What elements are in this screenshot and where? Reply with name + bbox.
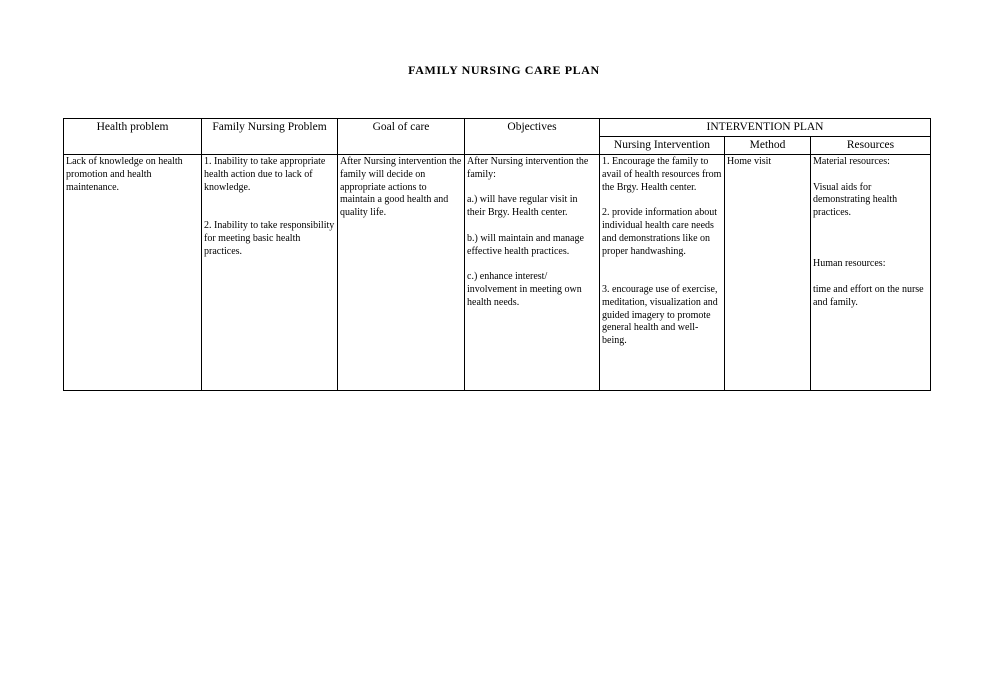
family-problem-1: 1. Inability to take appropriate health action due to lack of knowledge. [204,156,326,193]
material-resources-value: Visual aids for demonstrating health practices. [813,181,898,219]
header-nursing-intervention: Nursing Intervention [600,137,725,155]
human-resources-label: Human resources: [813,258,886,270]
cell-goal-of-care [338,155,465,391]
objective-item-b: b.) will maintain and manage effective health practices. [467,232,584,257]
header-health-problem: Health problem [64,119,202,155]
cell-family-nursing-problem [202,155,338,391]
table-row [64,155,931,391]
header-method: Method [725,137,811,155]
cell-objectives [465,155,600,391]
goal-of-care-text: After Nursing intervention the family will decide on appropriate actions to maintain a good health and quality life. [340,156,462,219]
header-family-nursing-problem: Family Nursing Problem [202,119,338,155]
intervention-item-2: 2. provide information about individual health care needs and demonstrations like on proper handwashing. [602,207,717,257]
page-title: FAMILY NURSING CARE PLAN [408,63,600,77]
material-resources-label: Material resources: [813,156,890,167]
method-text: Home visit [727,156,772,167]
care-plan-table [63,118,931,391]
cell-method [725,155,811,391]
health-problem-text: Lack of knowledge on health promotion and health maintenance. [66,156,183,193]
objectives-intro: After Nursing intervention the family: [467,156,589,180]
objective-item-c: c.) enhance interest/ involvement in meeting own health needs. [467,271,582,308]
cell-nursing-intervention [600,155,725,391]
header-intervention-plan: INTERVENTION PLAN [600,119,931,137]
cell-health-problem [64,155,202,391]
family-problem-2: 2. Inability to take responsibility for meeting basic health practices. [204,219,335,257]
header-goal-of-care: Goal of care [338,119,465,155]
cell-resources [811,155,931,391]
intervention-item-1: 1. Encourage the family to avail of health resources from the Brgy. Health center. [602,156,722,193]
header-resources: Resources [811,137,931,155]
objective-item-a: a.) will have regular visit in their Brgy. Health center. [467,194,578,219]
header-row-1 [64,119,931,137]
intervention-item-3: 3. encourage use of exercise, meditation, visualization and guided imagery to promote general health and well-being. [602,283,718,347]
human-resources-value: time and effort on the nurse and family. [813,283,924,308]
header-objectives: Objectives [465,119,600,155]
